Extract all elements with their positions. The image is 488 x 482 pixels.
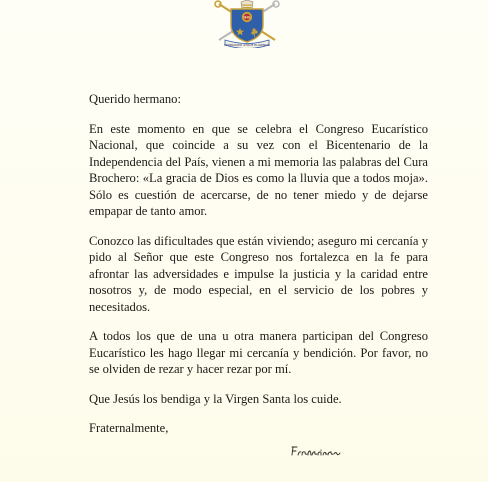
paragraph-blessing-request: A todos los que de una u otra manera participan del Congreso Eucarístico les hago llegar mi cercanía y bendición. Por favor, no se olviden de rezar y hacer rezar por mí. — [89, 329, 428, 376]
letter-body — [89, 91, 428, 437]
svg-text:IHS: IHS — [243, 15, 251, 20]
paragraph-congress: En este momento en que se celebra el Congreso Eucarístico Nacional, que coincide a su vez con el Bicentenario de la Independencia del País, vienen a mi memoria las palabras del Cura Brochero: «La gracia de Dios es como la lluvia que a todos moja». Sólo es cuestión de acercarse, de no tener miedo y de dejarse empapar de tanto amor. — [89, 121, 428, 218]
papal-coat-of-arms-icon — [205, 0, 289, 48]
signoff: Fraternalmente, — [89, 421, 169, 435]
crest-motto: MISERANDO ATQUE ELIGENDO — [224, 42, 270, 47]
handwritten-signature-icon — [290, 444, 350, 458]
blessing-line: Que Jesús los bendiga y la Virgen Santa los cuide. — [89, 391, 342, 406]
salutation: Querido hermano: — [89, 92, 181, 106]
paragraph-difficulties: Conozco las dificultades que están viviendo; aseguro mi cercanía y pido al Señor que este Congreso nos fortalezca en la fe para afrontar las adversidades e impulse la justicia y la caridad entre nosotros y, de modo especial, en el servicio de los pobres y necesitados. — [89, 233, 428, 314]
